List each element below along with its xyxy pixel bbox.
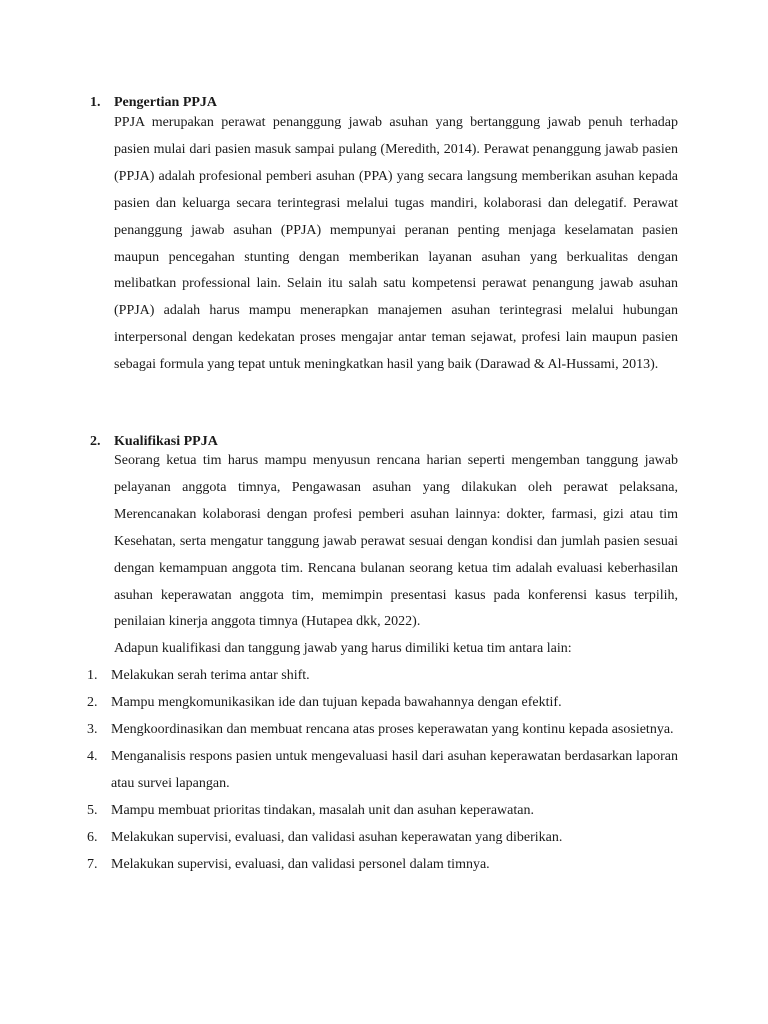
list-item-number: 2. — [87, 695, 98, 711]
list-item — [87, 852, 678, 879]
section-title: Pengertian PPJA — [114, 95, 218, 110]
section-heading — [90, 432, 678, 452]
list-item-number: 4. — [87, 748, 98, 764]
list-item-text: Melakukan supervisi, evaluasi, dan validasi personel dalam timnya. — [111, 856, 490, 872]
list-item — [87, 690, 678, 717]
section-paragraph: PPJA merupakan perawat penanggung jawab asuhan yang bertanggung jawab penuh terhadap pasien mulai dari pasien masuk sampai pulang (Meredith, 2014). Perawat penanggung jawab pasien (PPJA) adalah profesional pemberi asuhan (PPA) yang secara langsung memberikan asuhan kepada pasien dan keluarga secara terintegrasi melalui tugas mandiri, kolaborasi dan delegatif. Perawat penanggung jawab asuhan (PPJA) mempunyai peranan penting menjaga keselamatan pasien maupun pencegahan stunting dengan memberikan layanan asuhan yang berkualitas dengan melibatkan professional lain. Selain itu salah satu kompetensi perawat penangung jawab asuhan (PPJA) adalah harus mampu menerapkan manajemen asuhan terintegrasi melalui hubungan interpersonal dengan kedekatan proses mengajar antar teman sejawat, profesi lain maupun pasien sebagai formula yang tepat untuk meningkatkan hasil yang baik (Darawad & Al-Hussami, 2013). — [114, 115, 678, 373]
list-item-number: 1. — [87, 668, 98, 684]
qualification-list — [87, 663, 678, 878]
section-heading — [90, 93, 678, 113]
list-item-number: 7. — [87, 856, 98, 872]
list-item-text: Melakukan supervisi, evaluasi, dan validasi asuhan keperawatan yang diberikan. — [111, 829, 563, 845]
list-item — [87, 717, 678, 744]
list-item — [87, 663, 678, 690]
list-item-text: Menganalisis respons pasien untuk mengevaluasi hasil dari asuhan keperawatan berdasarkan laporan atau survei lapangan. — [111, 748, 678, 791]
section-number: 2. — [90, 434, 101, 449]
section-paragraph: Seorang ketua tim harus mampu menyusun rencana harian seperti mengemban tanggung jawab pelayanan anggota timnya, Pengawasan asuhan yang dilakukan oleh perawat pelaksana, Merencanakan kolaborasi dengan profesi pemberi asuhan lainnya: dokter, farmasi, gizi atau tim Kesehatan, serta mengatur tanggung jawab perawat sesuai dengan kondisi dan jumlah pasien sesuai dengan kemampuan anggota tim. Rencana bulanan seorang ketua tim adalah evaluasi keberhasilan asuhan keperawatan anggota tim, memimpin presentasi kasus pada konferensi kasus terpilih, penilaian kinerja anggota timnya (Hutapea dkk, 2022). — [114, 453, 678, 630]
section-kualifikasi — [87, 432, 678, 879]
list-item — [87, 798, 678, 825]
list-item — [87, 744, 678, 798]
list-item-number: 6. — [87, 829, 98, 845]
list-intro: Adapun kualifikasi dan tanggung jawab yang harus dimiliki ketua tim antara lain: — [114, 641, 572, 657]
list-item-text: Mampu membuat prioritas tindakan, masalah unit dan asuhan keperawatan. — [111, 802, 534, 818]
section-title: Kualifikasi PPJA — [114, 434, 218, 449]
list-item-text: Melakukan serah terima antar shift. — [111, 668, 310, 684]
list-item-number: 3. — [87, 722, 98, 738]
list-item-text: Mampu mengkomunikasikan ide dan tujuan kepada bawahannya dengan efektif. — [111, 695, 562, 711]
section-pengertian — [90, 93, 678, 379]
section-number: 1. — [90, 95, 101, 110]
list-item — [87, 825, 678, 852]
list-item-text: Mengkoordinasikan dan membuat rencana atas proses keperawatan yang kontinu kepada asosietnya. — [111, 722, 674, 738]
list-item-number: 5. — [87, 802, 98, 818]
